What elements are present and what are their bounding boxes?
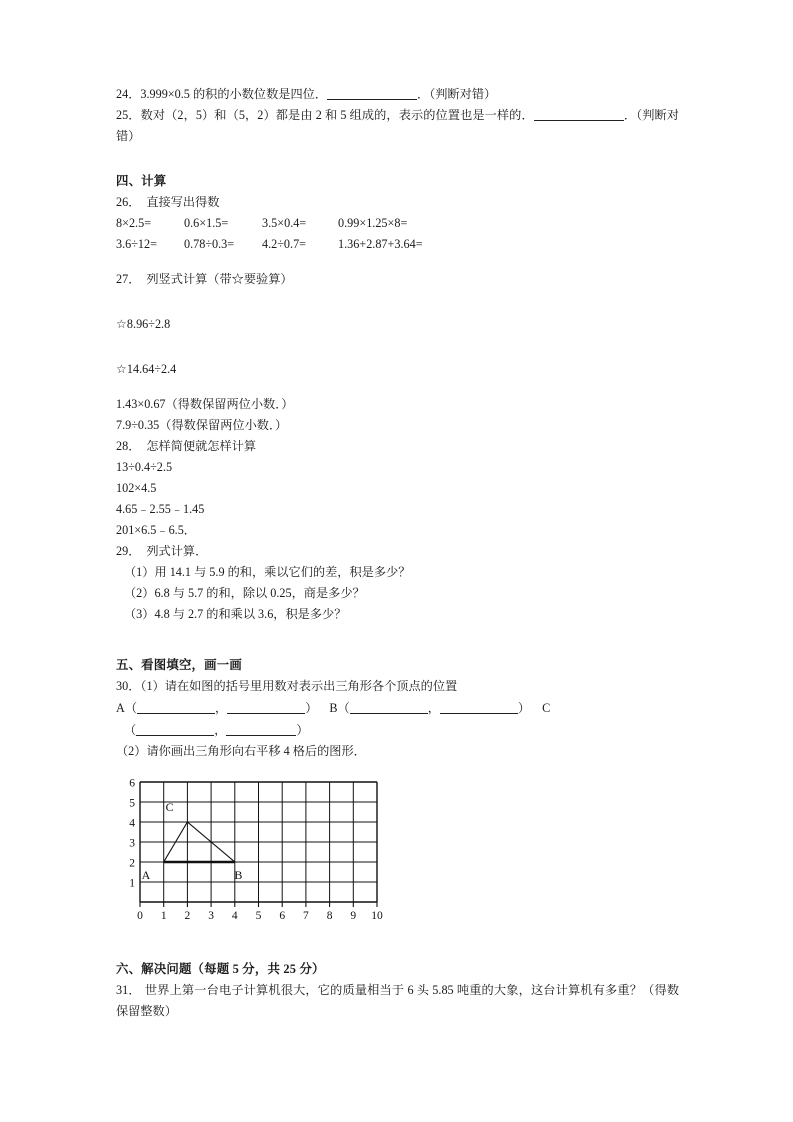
question-24-suffix: ．（判断对错） — [417, 87, 497, 101]
calc-expression: 0.6×1.5= — [184, 216, 229, 230]
question-25-text: 数对（2，5）和（5，2）都是由 2 和 5 组成的，表示的位置也是一样的． — [140, 108, 534, 122]
x-tick-label: 0 — [137, 910, 143, 922]
question-31-text: 世界上第一台电子计算机很大，它的质量相当于 6 头 5.85 吨重的大象，这台计算机有多重？（得数保留整数） — [116, 983, 680, 1018]
question-25 — [116, 105, 679, 147]
question-29-item: （1）用 14.1 与 5.9 的和，乘以它们的差，积是多少？ — [124, 565, 411, 579]
question-30-coordinate-blanks-line-1 — [116, 697, 679, 719]
point-label-a: A — [141, 868, 151, 882]
calc-expression: 3.5×0.4= — [262, 216, 307, 230]
section-heading-six: 六、解决问题（每题 5 分，共 25 分） — [116, 962, 325, 976]
x-tick-label: 8 — [326, 910, 333, 922]
question-28-item: 102×4.5 — [116, 481, 157, 495]
calc-expression: 8×2.5= — [116, 216, 152, 230]
question-27-item: ☆14.64÷2.4 — [116, 362, 177, 376]
question-26-row-2 — [116, 234, 679, 255]
point-label-b: B — [234, 868, 243, 882]
question-27-item: 1.43×0.67（得数保留两位小数．） — [116, 397, 294, 411]
question-30-part2: （2）请你画出三角形向右平移 4 格后的图形． — [116, 744, 366, 758]
calc-expression: 0.78÷0.3= — [184, 237, 235, 251]
question-26-title: 直接写出得数 — [146, 195, 220, 209]
y-tick-label: 2 — [129, 857, 135, 870]
paren-close: ） — [296, 723, 309, 737]
question-24-number: 24． — [116, 87, 141, 101]
coordinate-grid-svg — [116, 774, 396, 939]
calc-expression: 3.6÷12= — [116, 237, 157, 251]
page-content — [116, 84, 679, 1022]
question-30-number: 30． — [116, 679, 141, 693]
point-label-b: B — [329, 701, 338, 715]
coordinate-blank-cx[interactable] — [136, 723, 214, 736]
section-heading-four: 四、计算 — [116, 174, 167, 188]
y-tick-label: 6 — [129, 777, 135, 790]
axis-ticks — [140, 902, 377, 907]
question-24 — [116, 84, 679, 105]
x-tick-label: 6 — [279, 910, 286, 922]
point-label-c: C — [542, 701, 551, 715]
point-labels — [142, 800, 243, 882]
y-tick-label: 5 — [129, 797, 135, 810]
comma: ， — [215, 701, 228, 715]
y-tick-label: 3 — [129, 837, 135, 850]
question-28-title: 怎样简便就怎样计算 — [146, 439, 257, 453]
coordinate-blank-ax[interactable] — [137, 701, 215, 714]
calc-expression: 0.99×1.25×8= — [338, 216, 408, 230]
calc-expression: 4.2÷0.7= — [262, 237, 307, 251]
comma: ， — [427, 701, 440, 715]
question-30-part1-line — [116, 676, 679, 697]
x-tick-label: 2 — [184, 910, 191, 922]
x-tick-label: 9 — [350, 910, 357, 922]
y-tick-label: 1 — [129, 877, 135, 890]
question-27-item: ☆8.96÷2.8 — [116, 317, 171, 331]
paren-close: ） — [305, 701, 318, 715]
coordinate-blank-by[interactable] — [440, 701, 518, 714]
question-26-title-line — [116, 192, 679, 213]
x-tick-label: 5 — [255, 910, 262, 922]
question-27-number: 27． — [116, 272, 141, 286]
coordinate-blank-ay[interactable] — [227, 701, 305, 714]
question-31 — [116, 980, 679, 1022]
question-28-item: 4.65﹣2.55﹣1.45 — [116, 502, 205, 516]
question-27-title-line — [116, 269, 679, 290]
question-29-item: （2）6.8 与 5.7 的和，除以 0.25，商是多少？ — [124, 586, 365, 600]
paren-open: （ — [337, 701, 350, 715]
x-tick-label: 7 — [303, 910, 309, 922]
question-28-number: 28． — [116, 439, 141, 453]
question-31-number: 31． — [116, 983, 141, 997]
question-28-item: 13÷0.4÷2.5 — [116, 460, 173, 474]
question-26-number: 26． — [116, 195, 141, 209]
question-29-title: 列式计算． — [146, 544, 208, 558]
coordinate-grid-figure — [116, 774, 396, 939]
question-28-item: 201×6.5﹣6.5． — [116, 523, 196, 537]
y-tick-label: 4 — [129, 817, 135, 830]
paren-open: （ — [124, 723, 137, 737]
question-25-answer-blank[interactable] — [534, 108, 624, 121]
x-tick-label: 4 — [231, 910, 238, 922]
question-29-item: （3）4.8 与 2.7 的和乘以 3.6，积是多少？ — [124, 607, 347, 621]
question-25-number: 25． — [116, 108, 141, 122]
comma: ， — [214, 723, 227, 737]
paren-open: （ — [124, 701, 137, 715]
calc-expression: 1.36+2.87+3.64= — [338, 237, 423, 251]
question-27-item: 7.9÷0.35（得数保留两位小数．） — [116, 418, 288, 432]
question-24-answer-blank[interactable] — [327, 87, 417, 100]
point-label-c: C — [165, 800, 174, 814]
question-29-number: 29． — [116, 544, 141, 558]
question-27-title: 列竖式计算（带☆要验算） — [146, 272, 293, 286]
question-28-title-line — [116, 436, 679, 457]
point-label-a: A — [116, 701, 125, 715]
question-30-part1: （1）请在如图的括号里用数对表示出三角形各个顶点的位置 — [140, 679, 458, 693]
x-tick-label: 10 — [371, 910, 383, 922]
question-26-row-1 — [116, 213, 679, 234]
coordinate-blank-bx[interactable] — [350, 701, 428, 714]
question-24-text: 3.999×0.5 的积的小数位数是四位． — [140, 87, 328, 101]
section-heading-five: 五、看图填空，画一画 — [116, 658, 242, 672]
question-30-coordinate-blanks-line-2 — [116, 719, 679, 741]
coordinate-blank-cy[interactable] — [226, 723, 296, 736]
paren-close: ） — [517, 701, 531, 715]
x-tick-label: 1 — [160, 910, 167, 922]
x-tick-label: 3 — [208, 910, 214, 922]
question-29-title-line — [116, 541, 679, 562]
question-25-suffix: ．（判断对错） — [116, 108, 680, 143]
